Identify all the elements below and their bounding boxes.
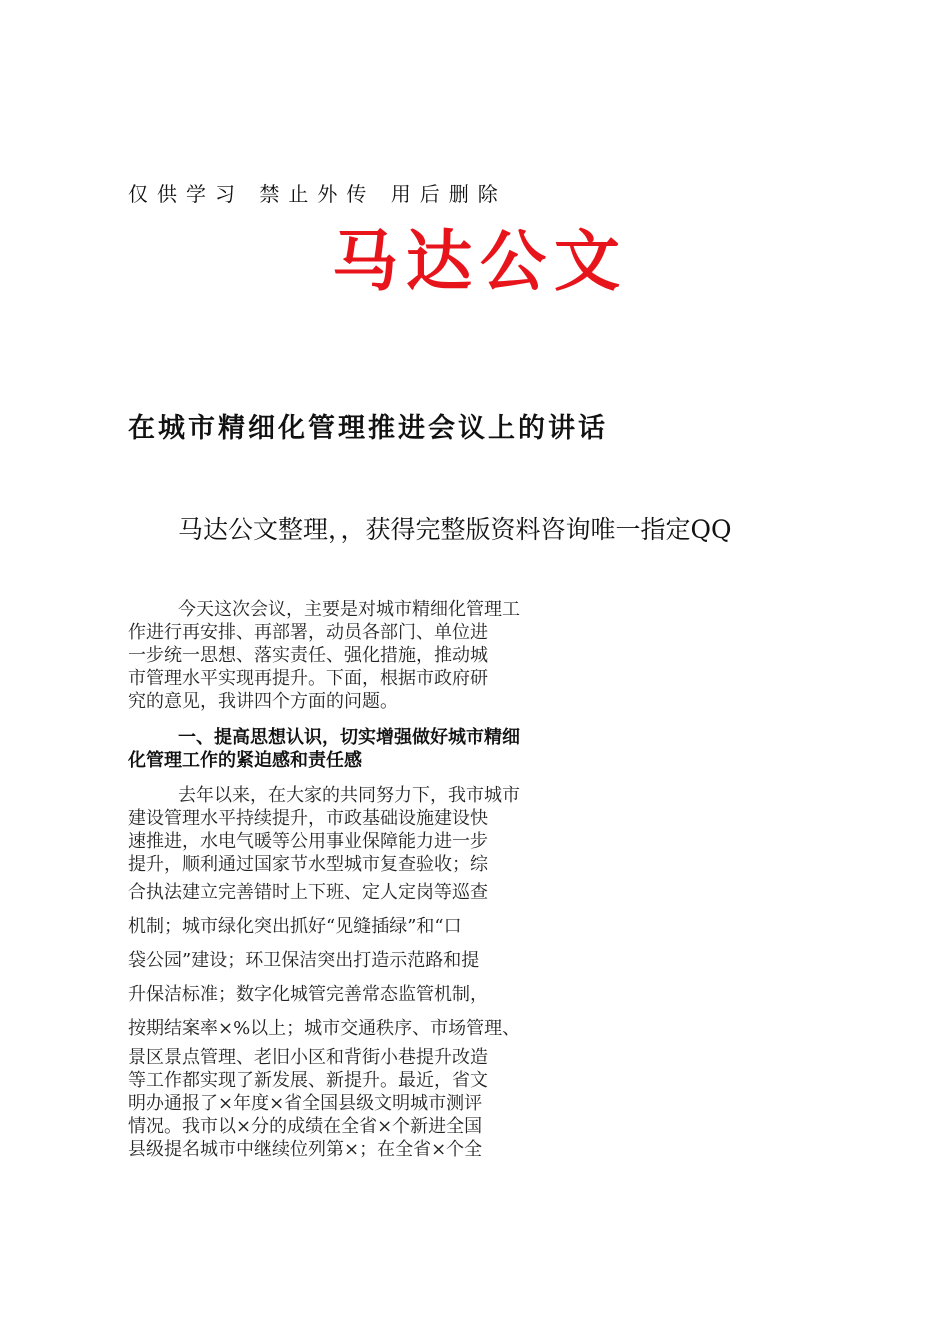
paragraph-line: 提升，顺利通过国家节水型城市复查验收；综 [128,854,488,875]
brand-title: 马达公文 [332,222,628,300]
paragraph-line: 县级提名城市中继续位列第×；在全省×个全 [128,1139,483,1160]
speech-title: 在城市精细化管理推进会议上的讲话 [128,413,608,444]
heading-line: 一、提高思想认识，切实增强做好城市精细 [178,727,520,748]
paragraph-line: 建设管理水平持续提升，市政基础设施建设快 [128,808,488,829]
paragraph-line: 升保洁标准；数字化城管完善常态监管机制， [128,984,488,1005]
paragraph-line: 合执法建立完善错时上下班、定人定岗等巡查 [128,882,488,903]
paragraph-line: 明办通报了×年度×省全国县级文明城市测评 [128,1093,483,1114]
usage-notice: 仅供学习 禁止外传 用后删除 [128,182,507,206]
paragraph-line: 今天这次会议，主要是对城市精细化管理工 [178,599,520,620]
paragraph-2 [128,784,818,1161]
paragraph-line: 去年以来，在大家的共同努力下，我市城市 [178,785,520,806]
paragraph-line: 速推进，水电气暖等公用事业保障能力进一步 [128,831,488,852]
paragraph-line: 一步统一思想、落实责任、强化措施，推动城 [128,645,488,666]
paragraph-line: 等工作都实现了新发展、新提升。最近，省文 [128,1070,488,1091]
paragraph-line: 景区景点管理、老旧小区和背街小巷提升改造 [128,1047,488,1068]
paragraph-line: 袋公园”建设；环卫保洁突出打造示范路和提 [128,950,480,971]
section-heading-1 [128,726,818,772]
paragraph-line: 作进行再安排、再部署，动员各部门、单位进 [128,622,488,643]
heading-line: 化管理工作的紧迫感和责任感 [128,750,362,771]
paragraph-line: 情况。我市以×分的成绩在全省×个新进全国 [128,1116,483,1137]
paragraph-1 [128,598,818,713]
paragraph-line: 机制；城市绿化突出抓好“见缝插绿”和“口 [128,916,462,937]
paragraph-line: 按期结案率×%以上；城市交通秩序、市场管理、 [128,1018,521,1039]
paragraph-line: 市管理水平实现再提升。下面，根据市政府研 [128,668,488,689]
intro-paragraph: 马达公文整理，，获得完整版资料咨询唯一指定QQ [178,515,732,544]
paragraph-line: 究的意见，我讲四个方面的问题。 [128,691,398,712]
